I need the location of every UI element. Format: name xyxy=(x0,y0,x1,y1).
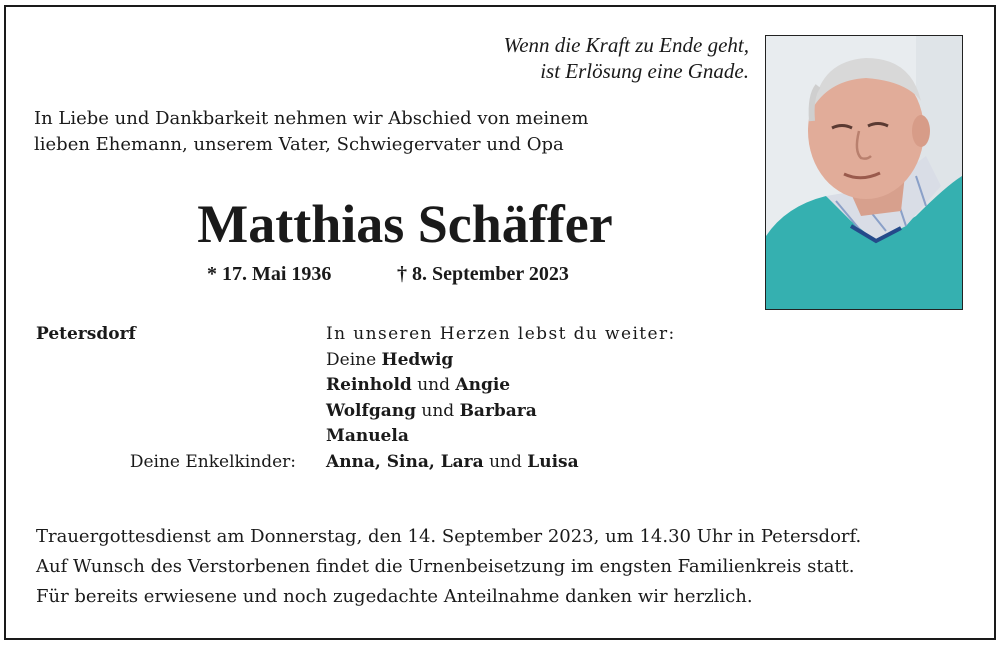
family-conjunction: und xyxy=(417,375,450,396)
memorial-quote xyxy=(474,32,749,84)
deceased-name: Matthias Schäffer xyxy=(197,194,613,254)
spouse-name: Hedwig xyxy=(381,349,454,370)
spouse-prefix: Deine xyxy=(326,349,377,370)
quote-line-1: Wenn die Kraft zu Ende geht, xyxy=(503,33,749,57)
quote-line-2: ist Erlösung eine Gnade. xyxy=(540,59,749,83)
grandchildren-conjunction: und xyxy=(489,451,522,472)
family-member-single: Manuela xyxy=(326,426,409,447)
family-heading: In unseren Herzen lebst du weiter: xyxy=(326,324,676,344)
intro-line-1: In Liebe und Dankbarkeit nehmen wir Abschied von meinem xyxy=(34,108,589,129)
place-name: Petersdorf xyxy=(36,324,136,344)
family-member: Wolfgang xyxy=(326,400,416,421)
family-list xyxy=(326,322,786,476)
service-info: Trauergottesdienst am Donnerstag, den 14. September 2023, um 14.30 Uhr in Petersdorf. xyxy=(36,526,862,547)
family-spouse-line xyxy=(326,348,786,374)
family-conjunction: und xyxy=(421,400,455,421)
burial-info: Auf Wunsch des Verstorbenen findet die Urnenbeisetzung im engsten Familienkreis statt. xyxy=(36,556,855,577)
intro-text xyxy=(34,106,734,158)
birth-date: * 17. Mai 1936 xyxy=(207,263,332,285)
family-pair-line xyxy=(326,373,786,399)
grandchildren-line xyxy=(326,450,786,476)
family-pair-line xyxy=(326,399,786,425)
footer-text xyxy=(36,522,966,612)
death-date: † 8. September 2023 xyxy=(397,263,569,285)
grandchildren-names: Anna, Sina, Lara xyxy=(326,451,484,472)
family-member: Barbara xyxy=(459,400,537,421)
grandchildren-last: Luisa xyxy=(527,451,579,472)
thanks-note: Für bereits erwiesene und noch zugedachte Anteilnahme danken wir herzlich. xyxy=(36,586,753,607)
grandchildren-label: Deine Enkelkinder: xyxy=(129,452,296,472)
portrait-photo xyxy=(765,35,963,310)
family-member: Reinhold xyxy=(326,375,412,396)
intro-line-2: lieben Ehemann, unserem Vater, Schwiegervater und Opa xyxy=(34,134,564,155)
family-member: Angie xyxy=(455,375,511,396)
portrait-illustration xyxy=(766,36,962,309)
